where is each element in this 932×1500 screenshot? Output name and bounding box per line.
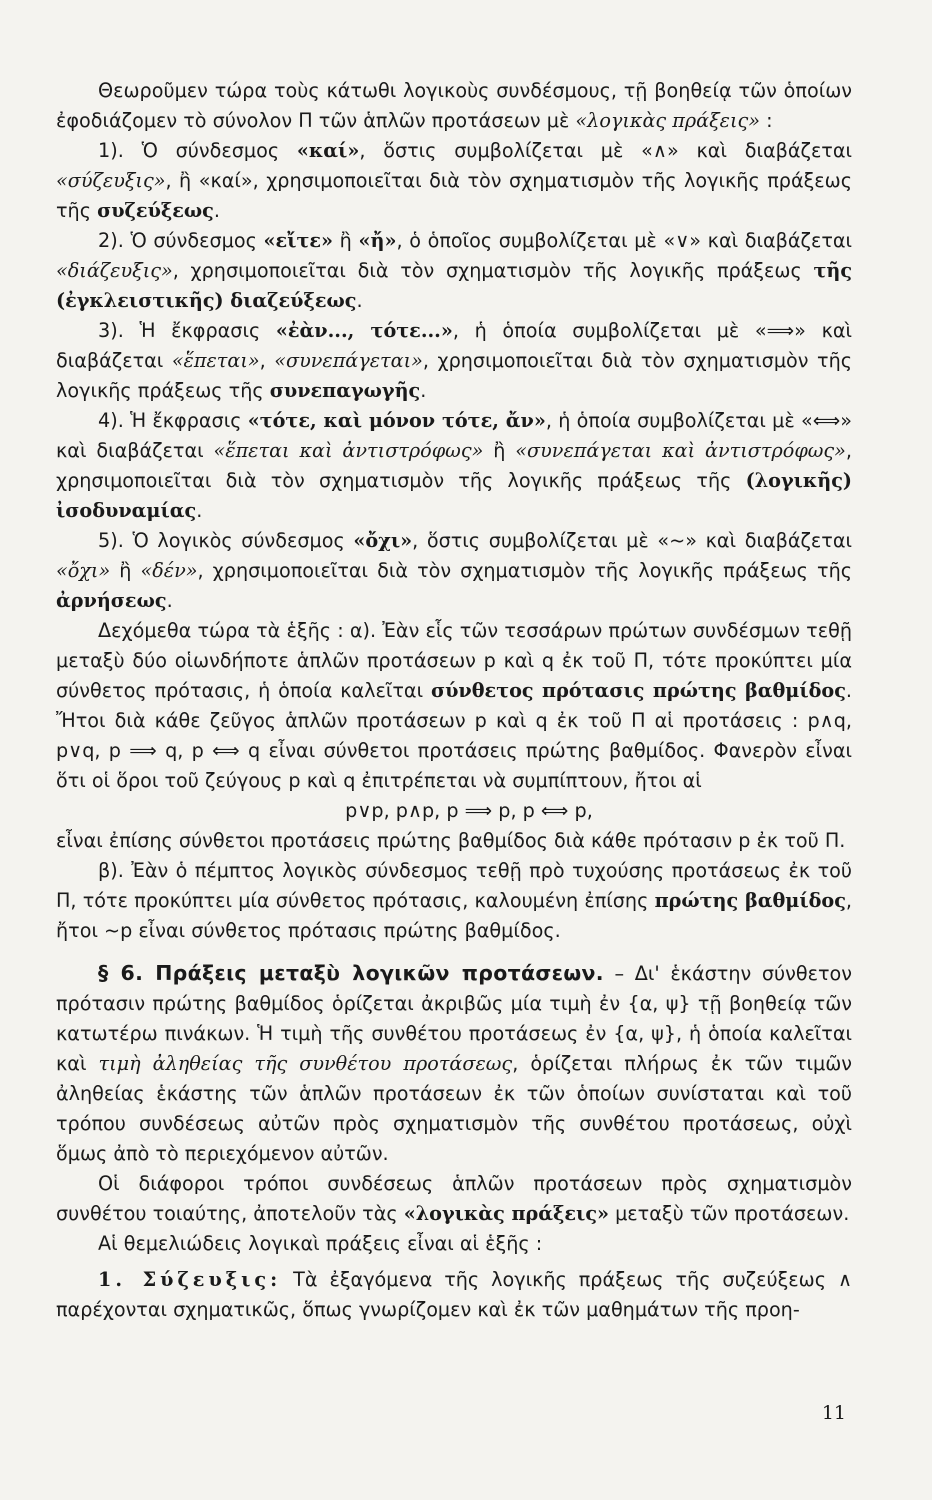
intro-paragraph: Θεωροῦμεν τώρα τοὺς κάτωθι λογικοὺς συνδέσμους, τῇ βοηθείᾳ τῶν ὁποίων ἐφοδιάζομεν τὸ σύνολον Π τῶν ἁπλῶν προτάσεων μὲ «λογικὰς πράξεις» : [56,79,852,132]
section-heading: § 6. Πράξεις μεταξὺ λογικῶν προτάσεων. [98,961,604,985]
body-text [56,76,852,1325]
section-6-paragraph: § 6. Πράξεις μεταξὺ λογικῶν προτάσεων. – Δι' ἑκάστην σύνθετον πρότασιν πρώτης βαθμίδος ὁρίζεται ἀκριβῶς μία τιμὴ ἐν {α, ψ} τῇ βοηθείᾳ τῶν κατωτέρω πινάκων. Ἡ τιμὴ τῆς συνθέτου προτάσεως ἐν {α, ψ}, ἡ ὁποία καλεῖται καὶ τιμὴ ἀληθείας τῆς συνθέτου προτάσεως, ὁρίζεται πλήρως ἐκ τῶν τιμῶν ἀληθείας ἑκάστης τῶν ἁπλῶν προτάσεων ἐκ τῶν ὁποίων συνίσταται καὶ τοῦ τρόπου συνδέσεως αὐτῶν πρὸς σχηματισμὸν τῆς συνθέτου προτάσεως, οὐχὶ ὅμως ἀπὸ τὸ περιεχόμενον αὐτῶν. [56,961,852,1165]
section-gap [56,946,852,958]
first-degree-paragraph: Δεχόμεθα τώρα τὰ ἑξῆς : α). Ἐὰν εἷς τῶν τεσσάρων πρώτων συνδέσμων τεθῇ μεταξὺ δύο οἱωνδήποτε ἁπλῶν προτάσεων p καὶ q ἐκ τοῦ Π, τότε προκύπτει μία σύνθετος πρότασις, ἡ ὁποία καλεῖται σύνθετος πρότασις πρώτης βαθμίδος. Ἤτοι διὰ κάθε ζεῦγος ἁπλῶν προτάσεων p καὶ q ἐκ τοῦ Π αἱ προτάσεις : p∧q, p∨q, p ⟹ q, p ⟺ q εἶναι σύνθετοι προτάσεις πρώτης βαθμίδος. Φανερὸν εἶναι ὅτι οἱ ὅροι τοῦ ζεύγους p καὶ q ἐπιτρέπεται νὰ συμπίπτουν, ἤτοι αἱ [56,619,853,792]
conjunction-heading: 1. Σύζευξις: [98,1268,282,1291]
page-number: 11 [821,1402,846,1424]
logical-operations-paragraph: Οἱ διάφοροι τρόποι συνδέσεως ἁπλῶν προτάσεων πρὸς σχηματισμὸν συνθέτου τοιαύτης, ἀποτελοῦν τὰς «λογικὰς πράξεις» μεταξὺ τῶν προτάσεων. [56,1172,852,1225]
conjunction-definition-paragraph: 1. Σύζευξις: Τὰ ἐξαγόμενα τῆς λογικῆς πράξεως τῆς συζεύξεως ∧ παρέχονται σχηματικῶς, ὅπως γνωρίζομεν καὶ ἐκ τῶν μαθημάτων τῆς προη- [56,1268,852,1321]
item-4-equivalence: 4). Ἡ ἔκφρασις «τότε, καὶ μόνον τότε, ἄν», ἡ ὁποία συμβολίζεται μὲ «⟺» καὶ διαβάζεται «ἕπεται καὶ ἀντιστρόφως» ἢ «συνεπάγεται καὶ ἀντιστρόφως», χρησιμοποιεῖται διὰ τὸν σχηματισμὸν τῆς λογικῆς πράξεως τῆς (λογικῆς) ἰσοδυναμίας. [56,409,853,522]
item-1-conjunction: 1). Ὁ σύνδεσμος «καί», ὅστις συμβολίζεται μὲ «∧» καὶ διαβάζεται «σύζευξις», ἢ «καί», χρησιμοποιεῖται διὰ τὸν σχηματισμὸν τῆς λογικῆς πράξεως τῆς συζεύξεως. [56,139,853,222]
item-3-implication: 3). Ἡ ἔκφρασις «ἐὰν..., τότε...», ἡ ὁποία συμβολίζεται μὲ «⟹» καὶ διαβάζεται «ἕπεται», «συνεπάγεται», χρησιμοποιεῖται διὰ τὸν σχηματισμὸν τῆς λογικῆς πράξεως τῆς συνεπαγωγῆς. [56,319,853,402]
formula-line: p∨p, p∧p, p ⟹ p, p ⟺ p, [345,799,593,822]
item-2-disjunction: 2). Ὁ σύνδεσμος «εἴτε» ἢ «ἤ», ὁ ὁποῖος συμβολίζεται μὲ «∨» καὶ διαβάζεται «διάζευξις», χρησιμοποιεῖται διὰ τὸν σχηματισμὸν τῆς λογικῆς πράξεως τῆς (ἐγκλειστικῆς) διαζεύξεως. [56,229,853,312]
negation-degree-paragraph: β). Ἐὰν ὁ πέμπτος λογικὸς σύνδεσμος τεθῇ πρὸ τυχούσης προτάσεως ἐκ τοῦ Π, τότε προκύπτει μία σύνθετος πρότασις, καλουμένη ἐπίσης πρώτης βαθμίδος, ἤτοι ~p εἶναι σύνθετος πρότασις πρώτης βαθμίδος. [56,859,852,942]
formula-followup: εἶναι ἐπίσης σύνθετοι προτάσεις πρώτης βαθμίδος διὰ κάθε πρότασιν p ἐκ τοῦ Π. [56,829,846,852]
fundamental-operations-line: Αἱ θεμελιώδεις λογικαὶ πράξεις εἶναι αἱ ἑξῆς : [98,1232,543,1255]
item-5-negation: 5). Ὁ λογικὸς σύνδεσμος «ὄχι», ὅστις συμβολίζεται μὲ «~» καὶ διαβάζεται «ὄχι» ἢ «δέν», χρησιμοποιεῖται διὰ τὸν σχηματισμὸν τῆς λογικῆς πράξεως τῆς ἀρνήσεως. [56,529,852,612]
